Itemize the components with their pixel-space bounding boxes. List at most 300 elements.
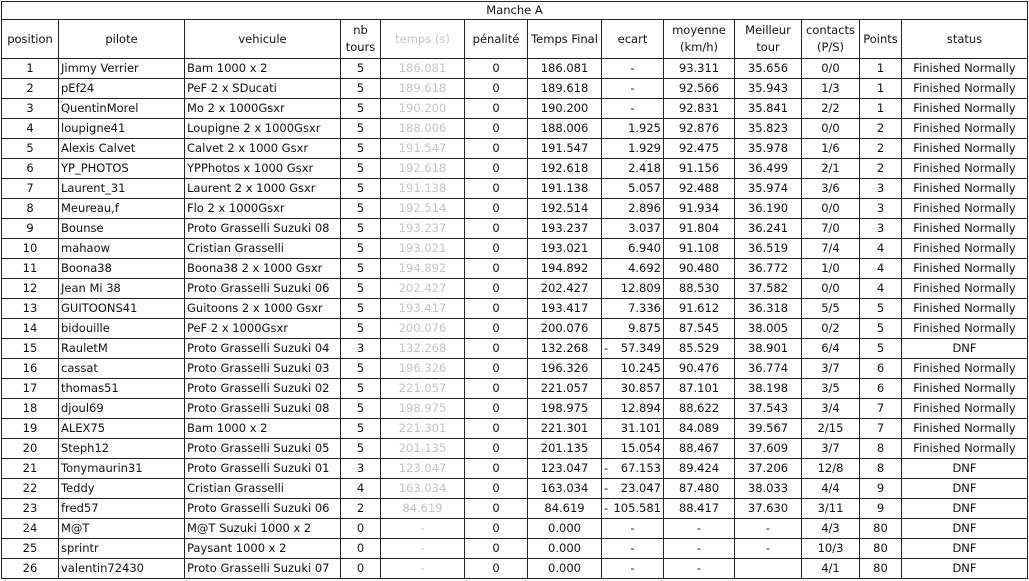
cell-moyenne: 89.424: [664, 459, 735, 479]
cell-temps-final: 192.514: [528, 199, 602, 219]
ecart-sign: -: [604, 481, 609, 495]
cell-pilote: ALEX75: [59, 419, 185, 439]
cell-status: Finished Normally: [902, 219, 1028, 239]
cell-moyenne: 88.530: [664, 279, 735, 299]
ecart-wrap: [604, 479, 661, 498]
cell-status: Finished Normally: [902, 379, 1028, 399]
cell-meilleur-tour: 37.609: [735, 439, 802, 459]
cell-position: 21: [2, 459, 59, 479]
cell-status: Finished Normally: [902, 119, 1028, 139]
cell-pilote: Tonymaurin31: [59, 459, 185, 479]
cell-penalite: 0: [465, 299, 528, 319]
cell-ecart: 12.809: [602, 279, 664, 299]
cell-nb-tours: 5: [341, 139, 381, 159]
cell-vehicule: Mo 2 x 1000Gsxr: [185, 99, 341, 119]
cell-nb-tours: 5: [341, 59, 381, 79]
cell-nb-tours: 5: [341, 319, 381, 339]
cell-penalite: 0: [465, 519, 528, 539]
cell-penalite: 0: [465, 339, 528, 359]
cell-moyenne: 87.480: [664, 479, 735, 499]
cell-temps: 189.618: [381, 79, 465, 99]
cell-points: 5: [860, 299, 902, 319]
cell-penalite: 0: [465, 499, 528, 519]
cell-vehicule: Proto Grasselli Suzuki 07: [185, 559, 341, 579]
cell-position: 26: [2, 559, 59, 579]
cell-contacts: 7/4: [802, 239, 860, 259]
table-row: [2, 59, 1028, 79]
cell-temps-final: 0.000: [528, 519, 602, 539]
cell-meilleur-tour: 36.318: [735, 299, 802, 319]
cell-pilote: Jimmy Verrier: [59, 59, 185, 79]
header-pilote: pilote: [59, 20, 185, 59]
header-position: position: [2, 20, 59, 59]
cell-ecart: 4.692: [602, 259, 664, 279]
cell-contacts: 0/0: [802, 119, 860, 139]
cell-temps: 193.237: [381, 219, 465, 239]
cell-moyenne: 85.529: [664, 339, 735, 359]
cell-meilleur-tour: -: [735, 539, 802, 559]
cell-position: 22: [2, 479, 59, 499]
cell-vehicule: Boona38 2 x 1000 Gsxr: [185, 259, 341, 279]
ecart-value: 23.047: [620, 481, 661, 495]
header-ecart: ecart: [602, 20, 664, 59]
cell-pilote: YP_PHOTOS: [59, 159, 185, 179]
cell-vehicule: Proto Grasselli Suzuki 04: [185, 339, 341, 359]
cell-temps-final: 189.618: [528, 79, 602, 99]
cell-penalite: 0: [465, 179, 528, 199]
cell-temps: 191.138: [381, 179, 465, 199]
cell-temps: 163.034: [381, 479, 465, 499]
cell-temps: 221.301: [381, 419, 465, 439]
cell-penalite: 0: [465, 539, 528, 559]
cell-status: Finished Normally: [902, 419, 1028, 439]
table-row: [2, 559, 1028, 579]
table-row: [2, 439, 1028, 459]
cell-temps: 193.417: [381, 299, 465, 319]
table-row: [2, 179, 1028, 199]
cell-ecart: -: [602, 519, 664, 539]
cell-penalite: 0: [465, 559, 528, 579]
cell-position: 17: [2, 379, 59, 399]
cell-nb-tours: 5: [341, 119, 381, 139]
cell-position: 13: [2, 299, 59, 319]
cell-position: 25: [2, 539, 59, 559]
cell-meilleur-tour: 35.974: [735, 179, 802, 199]
cell-contacts: 4/1: [802, 559, 860, 579]
ecart-wrap: [604, 339, 661, 358]
cell-nb-tours: 5: [341, 159, 381, 179]
cell-status: Finished Normally: [902, 399, 1028, 419]
header-nb-tours: nb tours: [341, 20, 381, 59]
cell-nb-tours: 0: [341, 539, 381, 559]
cell-temps-final: 196.326: [528, 359, 602, 379]
cell-ecart: 1.925: [602, 119, 664, 139]
cell-points: 9: [860, 499, 902, 519]
cell-status: Finished Normally: [902, 199, 1028, 219]
cell-position: 23: [2, 499, 59, 519]
header-meilleur-tour: Meilleur tour: [735, 20, 802, 59]
cell-status: Finished Normally: [902, 319, 1028, 339]
cell-contacts: 2/1: [802, 159, 860, 179]
cell-contacts: 6/4: [802, 339, 860, 359]
cell-points: 4: [860, 279, 902, 299]
cell-penalite: 0: [465, 259, 528, 279]
cell-contacts: 0/0: [802, 199, 860, 219]
table-title: Manche A: [2, 2, 1028, 20]
cell-temps-final: 200.076: [528, 319, 602, 339]
header-row: [2, 20, 1028, 59]
cell-vehicule: Loupigne 2 x 1000Gsxr: [185, 119, 341, 139]
cell-penalite: 0: [465, 379, 528, 399]
cell-meilleur-tour: 36.241: [735, 219, 802, 239]
cell-pilote: loupigne41: [59, 119, 185, 139]
cell-penalite: 0: [465, 479, 528, 499]
cell-temps: 193.021: [381, 239, 465, 259]
cell-temps: 198.975: [381, 399, 465, 419]
cell-vehicule: Proto Grasselli Suzuki 02: [185, 379, 341, 399]
cell-penalite: 0: [465, 199, 528, 219]
cell-meilleur-tour: 36.519: [735, 239, 802, 259]
table-row: [2, 139, 1028, 159]
cell-status: DNF: [902, 539, 1028, 559]
cell-temps-final: 193.417: [528, 299, 602, 319]
cell-pilote: bidouille: [59, 319, 185, 339]
cell-vehicule: Laurent 2 x 1000 Gsxr: [185, 179, 341, 199]
cell-penalite: 0: [465, 219, 528, 239]
cell-meilleur-tour: -: [735, 519, 802, 539]
cell-nb-tours: 3: [341, 339, 381, 359]
cell-position: 8: [2, 199, 59, 219]
cell-temps: 202.427: [381, 279, 465, 299]
cell-nb-tours: 5: [341, 359, 381, 379]
cell-penalite: 0: [465, 399, 528, 419]
cell-vehicule: Cristian Grasselli: [185, 479, 341, 499]
cell-penalite: 0: [465, 79, 528, 99]
cell-ecart: 3.037: [602, 219, 664, 239]
cell-moyenne: 92.831: [664, 99, 735, 119]
ecart-wrap: [604, 459, 661, 478]
cell-position: 15: [2, 339, 59, 359]
cell-status: Finished Normally: [902, 259, 1028, 279]
cell-moyenne: 91.156: [664, 159, 735, 179]
cell-temps-final: 193.021: [528, 239, 602, 259]
cell-nb-tours: 5: [341, 259, 381, 279]
cell-points: 2: [860, 159, 902, 179]
cell-moyenne: 88.467: [664, 439, 735, 459]
cell-position: 10: [2, 239, 59, 259]
cell-moyenne: 91.934: [664, 199, 735, 219]
header-temps-final: Temps Final: [528, 20, 602, 59]
cell-vehicule: Bam 1000 x 2: [185, 419, 341, 439]
table-row: [2, 359, 1028, 379]
cell-nb-tours: 2: [341, 499, 381, 519]
cell-nb-tours: 5: [341, 439, 381, 459]
cell-position: 4: [2, 119, 59, 139]
cell-position: 1: [2, 59, 59, 79]
cell-temps-final: 188.006: [528, 119, 602, 139]
cell-temps: 188.006: [381, 119, 465, 139]
cell-temps-final: 123.047: [528, 459, 602, 479]
header-contacts: contacts (P/S): [802, 20, 860, 59]
cell-ecart: 1.929: [602, 139, 664, 159]
table-row: [2, 339, 1028, 359]
cell-moyenne: 87.545: [664, 319, 735, 339]
cell-moyenne: 92.566: [664, 79, 735, 99]
table-row: [2, 479, 1028, 499]
cell-temps: -: [381, 539, 465, 559]
cell-status: DNF: [902, 519, 1028, 539]
cell-temps-final: 201.135: [528, 439, 602, 459]
cell-meilleur-tour: 36.774: [735, 359, 802, 379]
cell-pilote: cassat: [59, 359, 185, 379]
cell-temps: 132.268: [381, 339, 465, 359]
cell-meilleur-tour: 35.943: [735, 79, 802, 99]
cell-pilote: QuentinMorel: [59, 99, 185, 119]
cell-points: 80: [860, 519, 902, 539]
cell-temps-final: 193.237: [528, 219, 602, 239]
cell-ecart: 6.940: [602, 239, 664, 259]
cell-temps: 201.135: [381, 439, 465, 459]
header-points: Points: [860, 20, 902, 59]
cell-penalite: 0: [465, 139, 528, 159]
cell-temps-final: 163.034: [528, 479, 602, 499]
cell-contacts: 3/7: [802, 439, 860, 459]
cell-temps: 191.547: [381, 139, 465, 159]
cell-meilleur-tour: 35.823: [735, 119, 802, 139]
cell-nb-tours: 5: [341, 419, 381, 439]
cell-contacts: 1/0: [802, 259, 860, 279]
cell-position: 12: [2, 279, 59, 299]
cell-vehicule: Proto Grasselli Suzuki 08: [185, 399, 341, 419]
cell-ecart: -: [602, 559, 664, 579]
cell-contacts: 1/6: [802, 139, 860, 159]
cell-meilleur-tour: 37.630: [735, 499, 802, 519]
table-row: [2, 99, 1028, 119]
cell-vehicule: Proto Grasselli Suzuki 06: [185, 279, 341, 299]
cell-nb-tours: 5: [341, 279, 381, 299]
cell-vehicule: Paysant 1000 x 2: [185, 539, 341, 559]
cell-points: 3: [860, 179, 902, 199]
cell-position: 11: [2, 259, 59, 279]
cell-status: DNF: [902, 479, 1028, 499]
table-row: [2, 379, 1028, 399]
cell-position: 9: [2, 219, 59, 239]
cell-status: Finished Normally: [902, 239, 1028, 259]
cell-contacts: 3/5: [802, 379, 860, 399]
cell-meilleur-tour: 38.005: [735, 319, 802, 339]
cell-status: Finished Normally: [902, 59, 1028, 79]
cell-penalite: 0: [465, 59, 528, 79]
cell-vehicule: Proto Grasselli Suzuki 03: [185, 359, 341, 379]
cell-points: 3: [860, 219, 902, 239]
cell-meilleur-tour: 36.190: [735, 199, 802, 219]
cell-points: 80: [860, 539, 902, 559]
cell-contacts: 4/3: [802, 519, 860, 539]
cell-moyenne: 92.876: [664, 119, 735, 139]
cell-meilleur-tour: 39.567: [735, 419, 802, 439]
cell-nb-tours: 5: [341, 239, 381, 259]
cell-vehicule: PeF 2 x SDucati: [185, 79, 341, 99]
cell-temps: -: [381, 559, 465, 579]
cell-contacts: 0/2: [802, 319, 860, 339]
cell-pilote: RauletM: [59, 339, 185, 359]
cell-status: Finished Normally: [902, 159, 1028, 179]
cell-temps: 192.514: [381, 199, 465, 219]
cell-nb-tours: 5: [341, 379, 381, 399]
header-penalite: pénalité: [465, 20, 528, 59]
cell-penalite: 0: [465, 159, 528, 179]
cell-vehicule: Calvet 2 x 1000 Gsxr: [185, 139, 341, 159]
cell-moyenne: 84.089: [664, 419, 735, 439]
cell-status: Finished Normally: [902, 439, 1028, 459]
cell-temps: 123.047: [381, 459, 465, 479]
cell-pilote: sprintr: [59, 539, 185, 559]
cell-pilote: mahaow: [59, 239, 185, 259]
cell-points: 7: [860, 399, 902, 419]
cell-ecart: 15.054: [602, 439, 664, 459]
cell-temps-final: 191.138: [528, 179, 602, 199]
cell-position: 14: [2, 319, 59, 339]
results-body: [2, 59, 1028, 579]
cell-ecart: -: [602, 99, 664, 119]
table-row: [2, 239, 1028, 259]
cell-penalite: 0: [465, 419, 528, 439]
cell-moyenne: 90.476: [664, 359, 735, 379]
cell-pilote: Alexis Calvet: [59, 139, 185, 159]
cell-contacts: 4/4: [802, 479, 860, 499]
cell-status: DNF: [902, 559, 1028, 579]
cell-status: Finished Normally: [902, 299, 1028, 319]
cell-position: 19: [2, 419, 59, 439]
cell-meilleur-tour: 37.206: [735, 459, 802, 479]
cell-vehicule: Proto Grasselli Suzuki 06: [185, 499, 341, 519]
cell-temps: 194.892: [381, 259, 465, 279]
cell-contacts: 2/2: [802, 99, 860, 119]
table-row: [2, 259, 1028, 279]
cell-points: 4: [860, 259, 902, 279]
table-row: [2, 199, 1028, 219]
cell-pilote: thomas51: [59, 379, 185, 399]
cell-pilote: Boona38: [59, 259, 185, 279]
cell-nb-tours: 5: [341, 179, 381, 199]
cell-penalite: 0: [465, 239, 528, 259]
cell-position: 5: [2, 139, 59, 159]
cell-temps-final: 221.301: [528, 419, 602, 439]
cell-temps: 196.326: [381, 359, 465, 379]
cell-status: Finished Normally: [902, 139, 1028, 159]
cell-position: 7: [2, 179, 59, 199]
cell-penalite: 0: [465, 359, 528, 379]
cell-meilleur-tour: 38.198: [735, 379, 802, 399]
cell-moyenne: 93.311: [664, 59, 735, 79]
cell-temps: 186.081: [381, 59, 465, 79]
cell-vehicule: PeF 2 x 1000Gsxr: [185, 319, 341, 339]
cell-temps: 221.057: [381, 379, 465, 399]
cell-vehicule: Flo 2 x 1000Gsxr: [185, 199, 341, 219]
cell-contacts: 3/6: [802, 179, 860, 199]
cell-temps-final: 0.000: [528, 559, 602, 579]
cell-temps: 192.618: [381, 159, 465, 179]
ecart-sign: -: [604, 501, 609, 515]
cell-ecart: [602, 479, 664, 499]
cell-contacts: 5/5: [802, 299, 860, 319]
cell-contacts: 3/7: [802, 359, 860, 379]
cell-contacts: 7/0: [802, 219, 860, 239]
cell-pilote: fred57: [59, 499, 185, 519]
cell-points: 80: [860, 559, 902, 579]
cell-penalite: 0: [465, 279, 528, 299]
cell-status: Finished Normally: [902, 99, 1028, 119]
cell-ecart: 7.336: [602, 299, 664, 319]
cell-meilleur-tour: 38.901: [735, 339, 802, 359]
cell-temps: 84.619: [381, 499, 465, 519]
cell-points: 6: [860, 379, 902, 399]
cell-ecart: 2.418: [602, 159, 664, 179]
cell-vehicule: YPPhotos x 1000 Gsxr: [185, 159, 341, 179]
ecart-value: 57.349: [620, 341, 661, 355]
cell-vehicule: Guitoons 2 x 1000 Gsxr: [185, 299, 341, 319]
cell-vehicule: Proto Grasselli Suzuki 08: [185, 219, 341, 239]
cell-moyenne: 91.612: [664, 299, 735, 319]
cell-ecart: 30.857: [602, 379, 664, 399]
cell-status: Finished Normally: [902, 279, 1028, 299]
cell-points: 8: [860, 439, 902, 459]
table-row: [2, 159, 1028, 179]
cell-ecart: 12.894: [602, 399, 664, 419]
header-status: status: [902, 20, 1028, 59]
cell-moyenne: -: [664, 519, 735, 539]
cell-penalite: 0: [465, 119, 528, 139]
cell-temps-final: 202.427: [528, 279, 602, 299]
cell-points: 5: [860, 339, 902, 359]
cell-contacts: 1/3: [802, 79, 860, 99]
ecart-sign: -: [604, 461, 609, 475]
cell-position: 16: [2, 359, 59, 379]
cell-penalite: 0: [465, 99, 528, 119]
cell-position: 2: [2, 79, 59, 99]
cell-nb-tours: 4: [341, 479, 381, 499]
cell-temps-final: 191.547: [528, 139, 602, 159]
cell-temps-final: 198.975: [528, 399, 602, 419]
cell-meilleur-tour: [735, 559, 802, 579]
cell-moyenne: -: [664, 539, 735, 559]
results-table: [1, 1, 1028, 579]
table-row: [2, 499, 1028, 519]
table-row: [2, 219, 1028, 239]
cell-meilleur-tour: 36.499: [735, 159, 802, 179]
cell-points: 1: [860, 99, 902, 119]
cell-status: DNF: [902, 339, 1028, 359]
cell-temps: 200.076: [381, 319, 465, 339]
cell-contacts: 0/0: [802, 279, 860, 299]
cell-nb-tours: 0: [341, 559, 381, 579]
cell-points: 2: [860, 139, 902, 159]
cell-vehicule: M@T Suzuki 1000 x 2: [185, 519, 341, 539]
cell-vehicule: Proto Grasselli Suzuki 01: [185, 459, 341, 479]
title-row: [2, 2, 1028, 20]
cell-moyenne: 88.622: [664, 399, 735, 419]
cell-points: 3: [860, 199, 902, 219]
cell-points: 6: [860, 359, 902, 379]
cell-position: 24: [2, 519, 59, 539]
cell-vehicule: Bam 1000 x 2: [185, 59, 341, 79]
cell-moyenne: 90.480: [664, 259, 735, 279]
cell-status: Finished Normally: [902, 79, 1028, 99]
cell-status: Finished Normally: [902, 179, 1028, 199]
cell-temps-final: 221.057: [528, 379, 602, 399]
cell-vehicule: Proto Grasselli Suzuki 05: [185, 439, 341, 459]
ecart-sign: -: [604, 341, 609, 355]
